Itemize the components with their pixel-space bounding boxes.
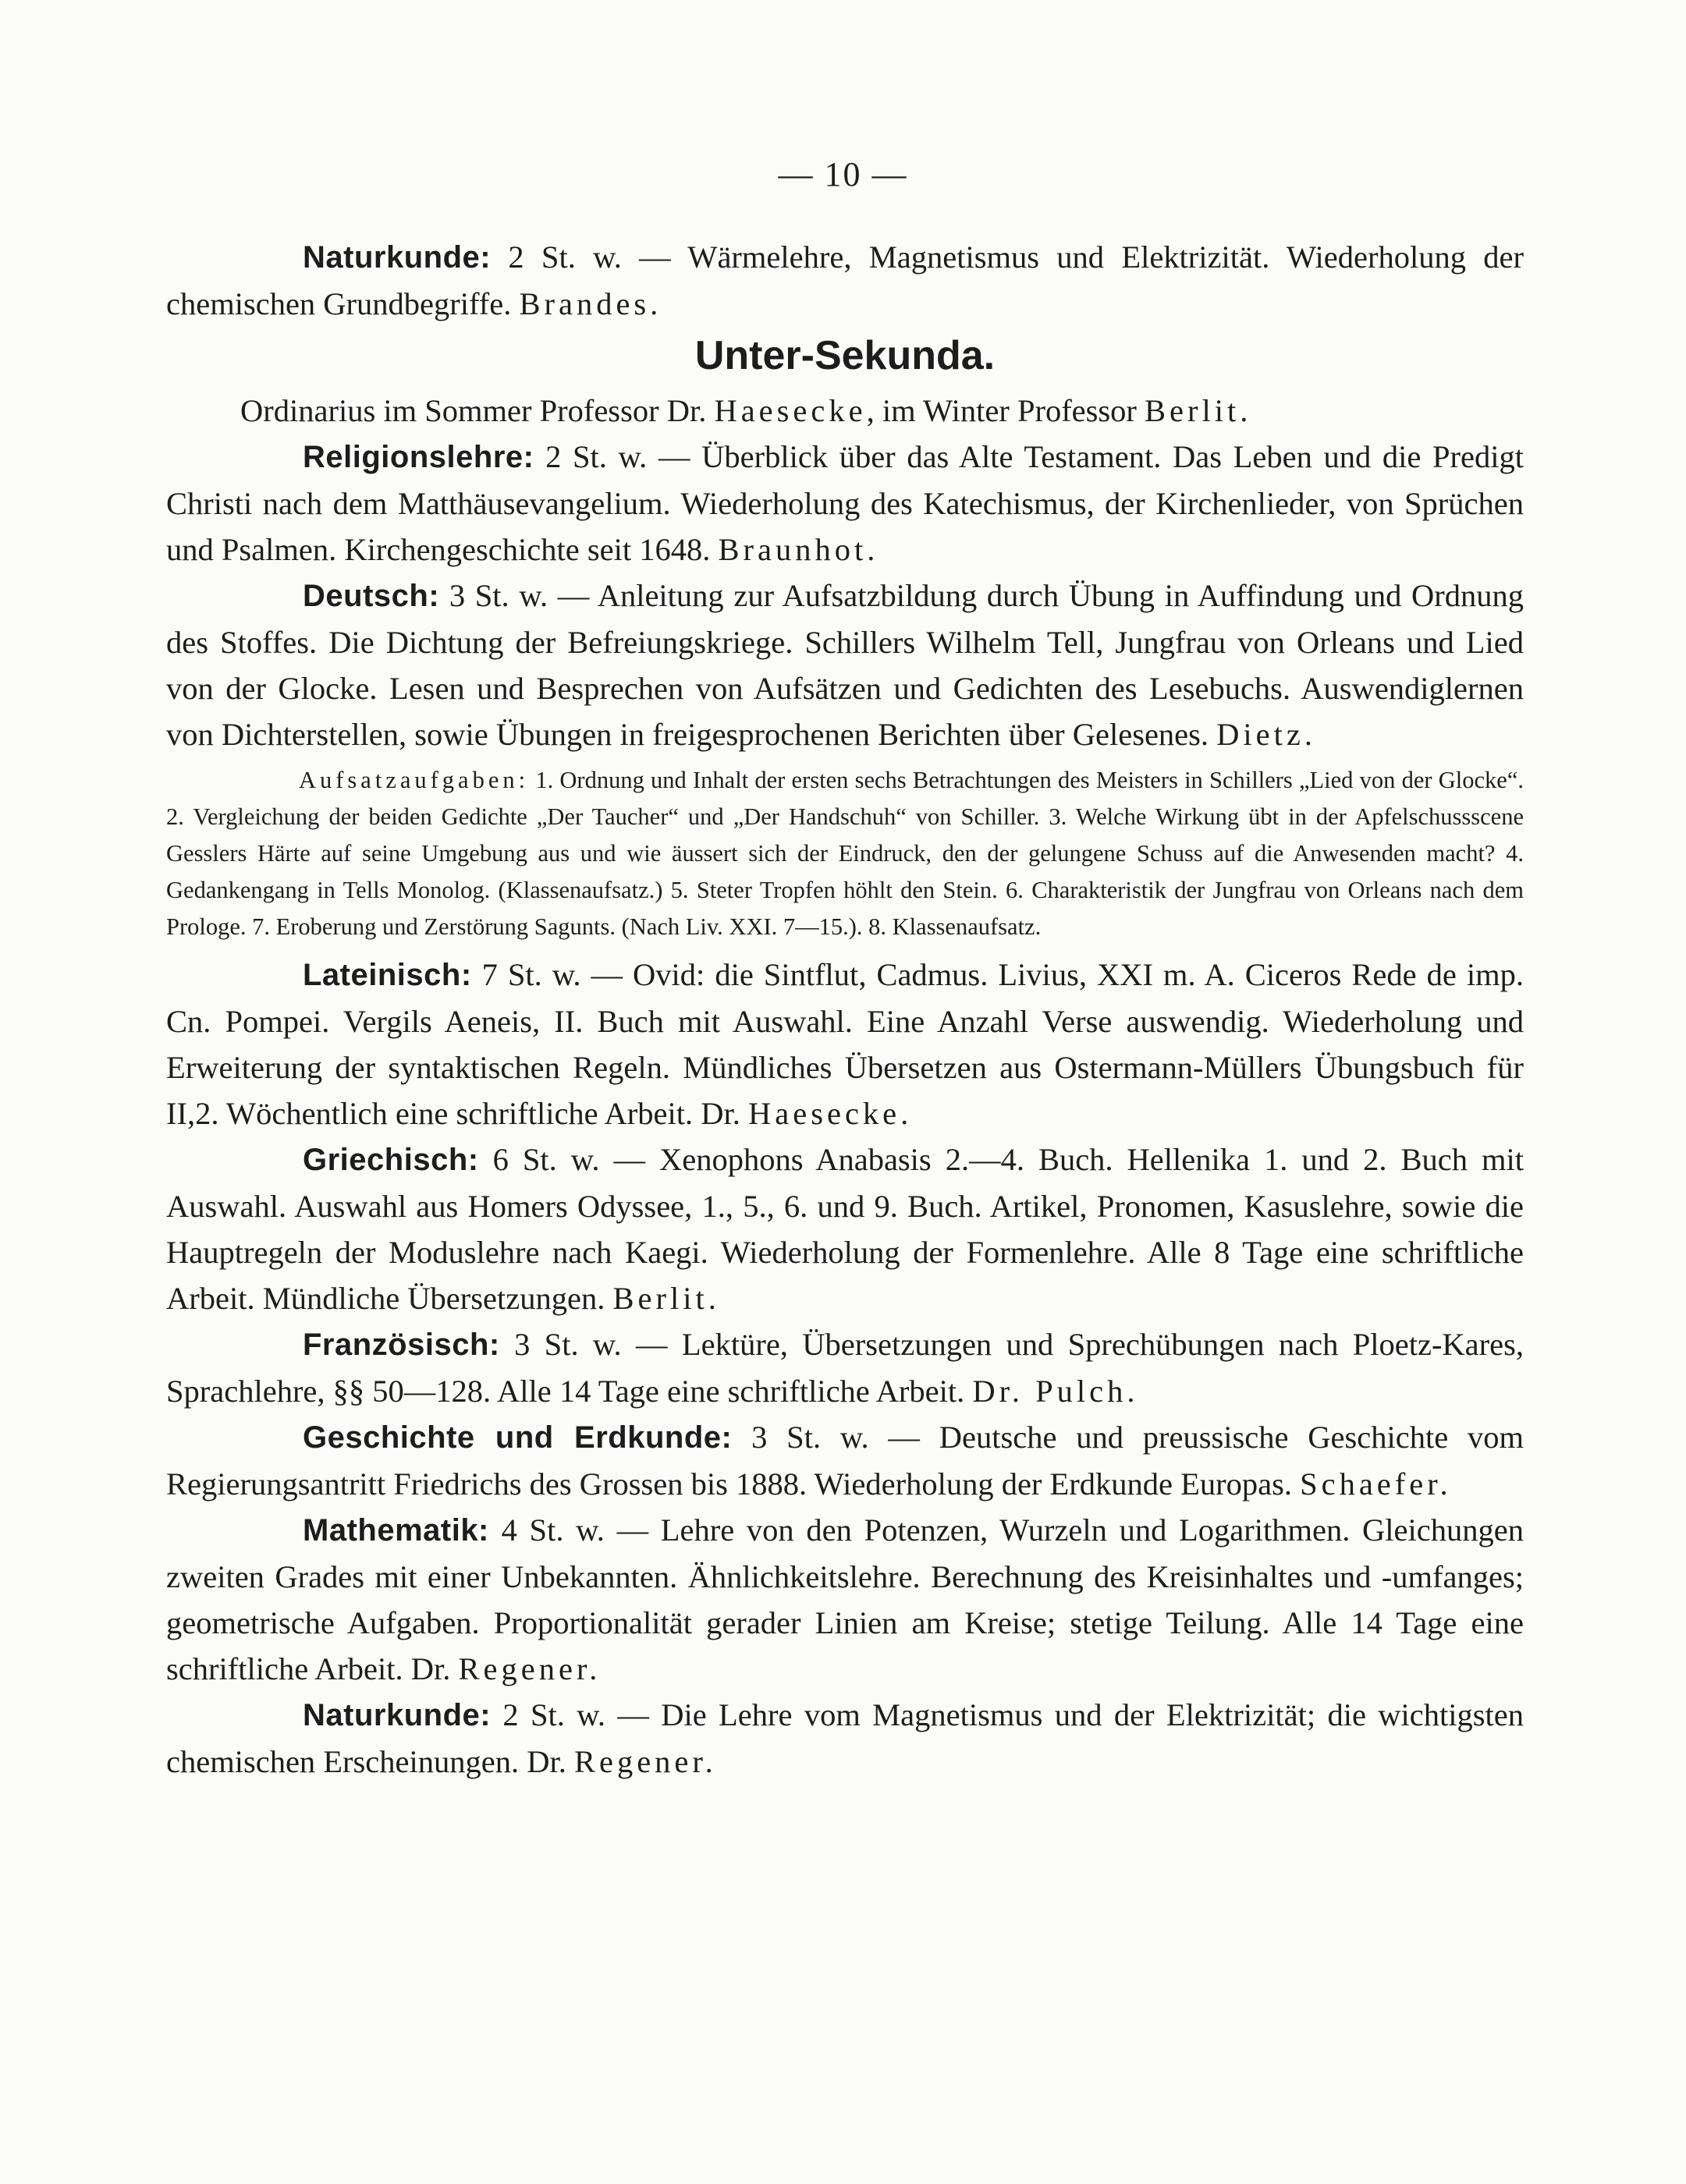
subject-heading: Französisch: xyxy=(303,1328,500,1362)
religion-paragraph xyxy=(166,434,1524,573)
paragraph-text: 3 St. w. — Anleitung zur Aufsatzbildung durch Übung in Auffindung und Ordnung des Stoffes. Die Dichtung der Befreiungskriege. Schillers Wilhelm Tell, Jungfrau von Orleans und Lied von der Glocke. Lesen und Besprechen von Aufsätzen und Gedichten des Lesebuchs. Auswendiglernen von Dichterstellen, sowie Übungen in freigesprochenen Berichten über Gelesenes. xyxy=(166,578,1524,752)
paragraph-text: 4 St. w. — Lehre von den Potenzen, Wurzeln und Logarithmen. Gleichungen zweiten Grades mit einer Unbekannten. Ähnlichkeitslehre. Berechnung des Kreisinhaltes und -umfanges; geometrische Aufgaben. Proportionalität gerader Linien am Kreise; stetige Teilung. Alle 14 Tage eine schriftliche Arbeit. Dr. xyxy=(166,1512,1524,1686)
teacher-name: Berlit. xyxy=(1145,393,1252,428)
subject-heading: Griechisch: xyxy=(303,1143,479,1177)
franzoesisch-paragraph xyxy=(166,1321,1524,1414)
deutsch-paragraph xyxy=(166,573,1524,757)
aufsatz-label: Aufsatzaufgaben: xyxy=(299,767,530,793)
teacher-name: Dr. Pulch. xyxy=(972,1374,1139,1409)
griechisch-paragraph xyxy=(166,1136,1524,1321)
teacher-name: Regener. xyxy=(573,1744,717,1779)
paragraph-text: 3 St. w. — Deutsche und preussische Geschichte vom Regierungsantritt Friedrichs des Grossen bis 1888. Wiederholung der Erdkunde Europas. xyxy=(166,1420,1524,1502)
paragraph-text: 3 St. w. — Lektüre, Übersetzungen und Sprechübungen nach Ploetz-Kares, Sprachlehre, §§ 50—128. Alle 14 Tage eine schriftliche Arbeit. xyxy=(166,1327,1524,1409)
teacher-name: Regener. xyxy=(458,1651,602,1686)
ordinarius-prefix: Ordinarius im Sommer Professor Dr. xyxy=(240,393,715,428)
page-number: — 10 — xyxy=(778,155,908,193)
teacher-name: Haesecke xyxy=(714,393,867,428)
aufsatzaufgaben-paragraph xyxy=(166,762,1524,945)
teacher-name: Haesecke. xyxy=(748,1096,913,1131)
teacher-name: Brandes. xyxy=(519,286,662,321)
subject-heading: Naturkunde: xyxy=(303,240,492,275)
naturkunde-obertertia-paragraph xyxy=(166,234,1524,327)
mathematik-paragraph xyxy=(166,1507,1524,1692)
teacher-name: Berlit. xyxy=(612,1281,720,1316)
subject-heading: Lateinisch: xyxy=(303,958,472,992)
teacher-name: Braunhot. xyxy=(718,532,879,567)
latein-paragraph xyxy=(166,952,1524,1136)
subject-heading: Geschichte und Erdkunde: xyxy=(303,1420,733,1455)
paragraph-text: 6 St. w. — Xenophons Anabasis 2.—4. Buch. Hellenika 1. und 2. Buch mit Auswahl. Auswahl aus Homers Odyssee, 1., 5., 6. und 9. Buch. Artikel, Pronomen, Kasuslehre, sowie die Hauptregeln der Moduslehre nach Kaegi. Wiederholung der Formenlehre. Alle 8 Tage eine schriftliche Arbeit. Mündliche Übersetzungen. xyxy=(166,1142,1524,1316)
naturkunde-paragraph xyxy=(166,1692,1524,1785)
paragraph-text: 2 St. w. — Die Lehre vom Magnetismus und der Elektrizität; die wichtigsten chemischen Erscheinungen. Dr. xyxy=(166,1697,1524,1779)
paragraph-text: 1. Ordnung und Inhalt der ersten sechs Betrachtungen des Meisters in Schillers „Lied von der Glocke“. 2. Vergleichung der beiden Gedichte „Der Taucher“ und „Der Handschuh“ von Schiller. 3. Welche Wirkung übt in der Apfelschussscene Gesslers Härte auf seine Umgebung aus und wie äussert sich der Eindruck, den der gelungene Schuss auf die Anwesenden macht? 4. Gedankengang in Tells Monolog. (Klassenaufsatz.) 5. Steter Tropfen höhlt den Stein. 6. Charakteristik der Jungfrau von Orleans nach dem Prologe. 7. Eroberung und Zerstörung Sagunts. (Nach Liv. XXI. 7—15.). 8. Klassenaufsatz. xyxy=(166,767,1524,940)
teacher-name: Dietz. xyxy=(1216,717,1317,752)
subject-heading: Deutsch: xyxy=(303,579,440,613)
ordinarius-line xyxy=(166,388,1524,434)
subject-heading: Religionslehre: xyxy=(303,440,534,474)
paragraph-text: 2 St. w. — Wärmelehre, Magnetismus und Elektrizität. Wiederholung der chemischen Grundbegriffe. xyxy=(166,239,1524,321)
ordinarius-mid: , im Winter Professor xyxy=(866,393,1145,428)
paragraph-text: 2 St. w. — Überblick über das Alte Testament. Das Leben und die Predigt Christi nach dem Matthäusevangelium. Wiederholung des Katechismus, der Kirchenlieder, von Sprüchen und Psalmen. Kirchengeschichte seit 1648. xyxy=(166,439,1524,567)
subject-heading: Mathematik: xyxy=(303,1513,489,1548)
section-title: Unter-Sekunda. xyxy=(694,333,996,378)
page-content xyxy=(166,234,1524,1785)
teacher-name: Schaefer. xyxy=(1300,1466,1452,1502)
geschichte-paragraph xyxy=(166,1414,1524,1507)
paragraph-text: 7 St. w. — Ovid: die Sintflut, Cadmus. Livius, XXI m. A. Ciceros Rede de imp. Cn. Pompei. Vergils Aeneis, II. Buch mit Auswahl. Eine Anzahl Verse auswendig. Wiederholung und Erweiterung der syntaktischen Regeln. Mündliches Übersetzen aus Ostermann-Müllers Übungsbuch für II,2. Wöchentlich eine schriftliche Arbeit. Dr. xyxy=(166,957,1524,1131)
subject-heading: Naturkunde: xyxy=(303,1698,492,1732)
